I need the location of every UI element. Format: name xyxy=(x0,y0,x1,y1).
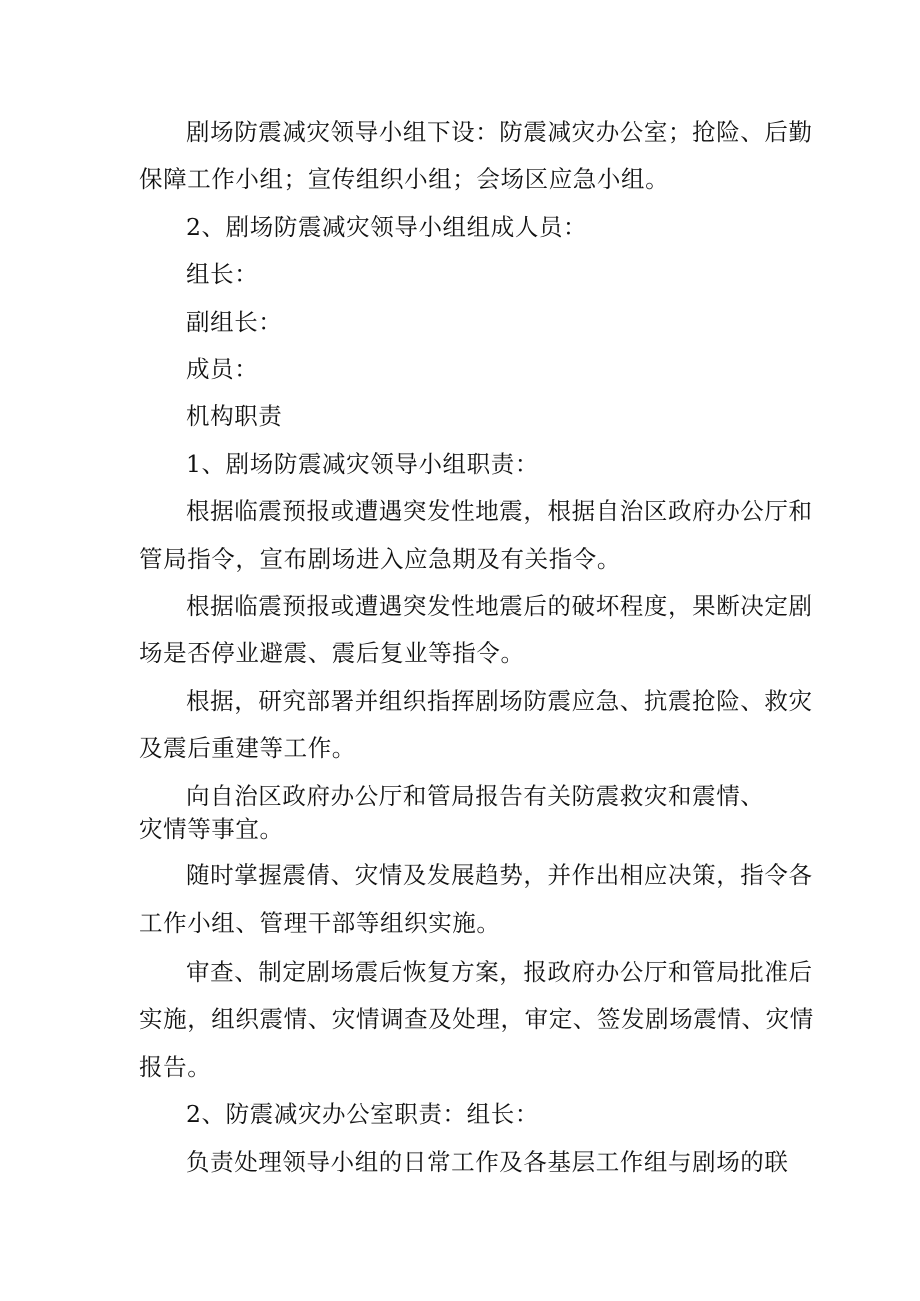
paragraph-line: 保障工作小组；宣传组织小组；会场区应急小组。 xyxy=(139,165,670,193)
field-label-deputy-leader: 副组长： xyxy=(186,308,283,336)
field-label-members: 成员： xyxy=(186,355,259,383)
paragraph-line: 实施，组织震情、灾情调查及处理，审定、签发剧场震情、灾情 xyxy=(139,1005,814,1033)
section-heading: 2、剧场防震减灾领导小组组成人员： xyxy=(186,213,588,241)
paragraph-line: 根据临震预报或遭遇突发性地震，根据自治区政府办公厅和 xyxy=(186,497,813,525)
paragraph-line: 根据临震预报或遭遇突发性地震后的破坏程度，果断决定剧 xyxy=(186,592,813,620)
section-heading: 机构职责 xyxy=(186,402,283,430)
paragraph-line: 负责处理领导小组的日常工作及各基层工作组与剧场的联 xyxy=(186,1148,789,1176)
paragraph-line: 及震后重建等工作。 xyxy=(139,734,356,762)
field-label-leader: 组长： xyxy=(186,260,259,288)
paragraph-line: 管局指令，宣布剧场进入应急期及有关指令。 xyxy=(139,545,621,573)
paragraph-line: 工作小组、管理干部等组织实施。 xyxy=(139,909,501,937)
paragraph-line: 报告。 xyxy=(139,1053,212,1081)
paragraph-line: 根据，研究部署并组织指挥剧场防震应急、抗震抢险、救灾 xyxy=(186,687,813,715)
paragraph-line: 向自治区政府办公厅和管局报告有关防震救灾和震情、 xyxy=(186,782,765,810)
section-heading: 2、防震减灾办公室职责：组长： xyxy=(186,1100,539,1128)
paragraph-line: 审查、制定剧场震后恢复方案，报政府办公厅和管局批准后 xyxy=(186,958,813,986)
section-heading: 1、剧场防震减灾领导小组职责： xyxy=(186,450,539,478)
paragraph-line: 随时掌握震倩、灾情及发展趋势，并作出相应决策，指令各 xyxy=(186,861,813,889)
paragraph-line: 场是否停业避震、震后复业等指令。 xyxy=(139,639,525,667)
paragraph-line: 剧场防震减灾领导小组下设：防震减灾办公室；抢险、后勤 xyxy=(186,118,813,146)
paragraph-line: 灾情等事宜。 xyxy=(139,815,284,843)
